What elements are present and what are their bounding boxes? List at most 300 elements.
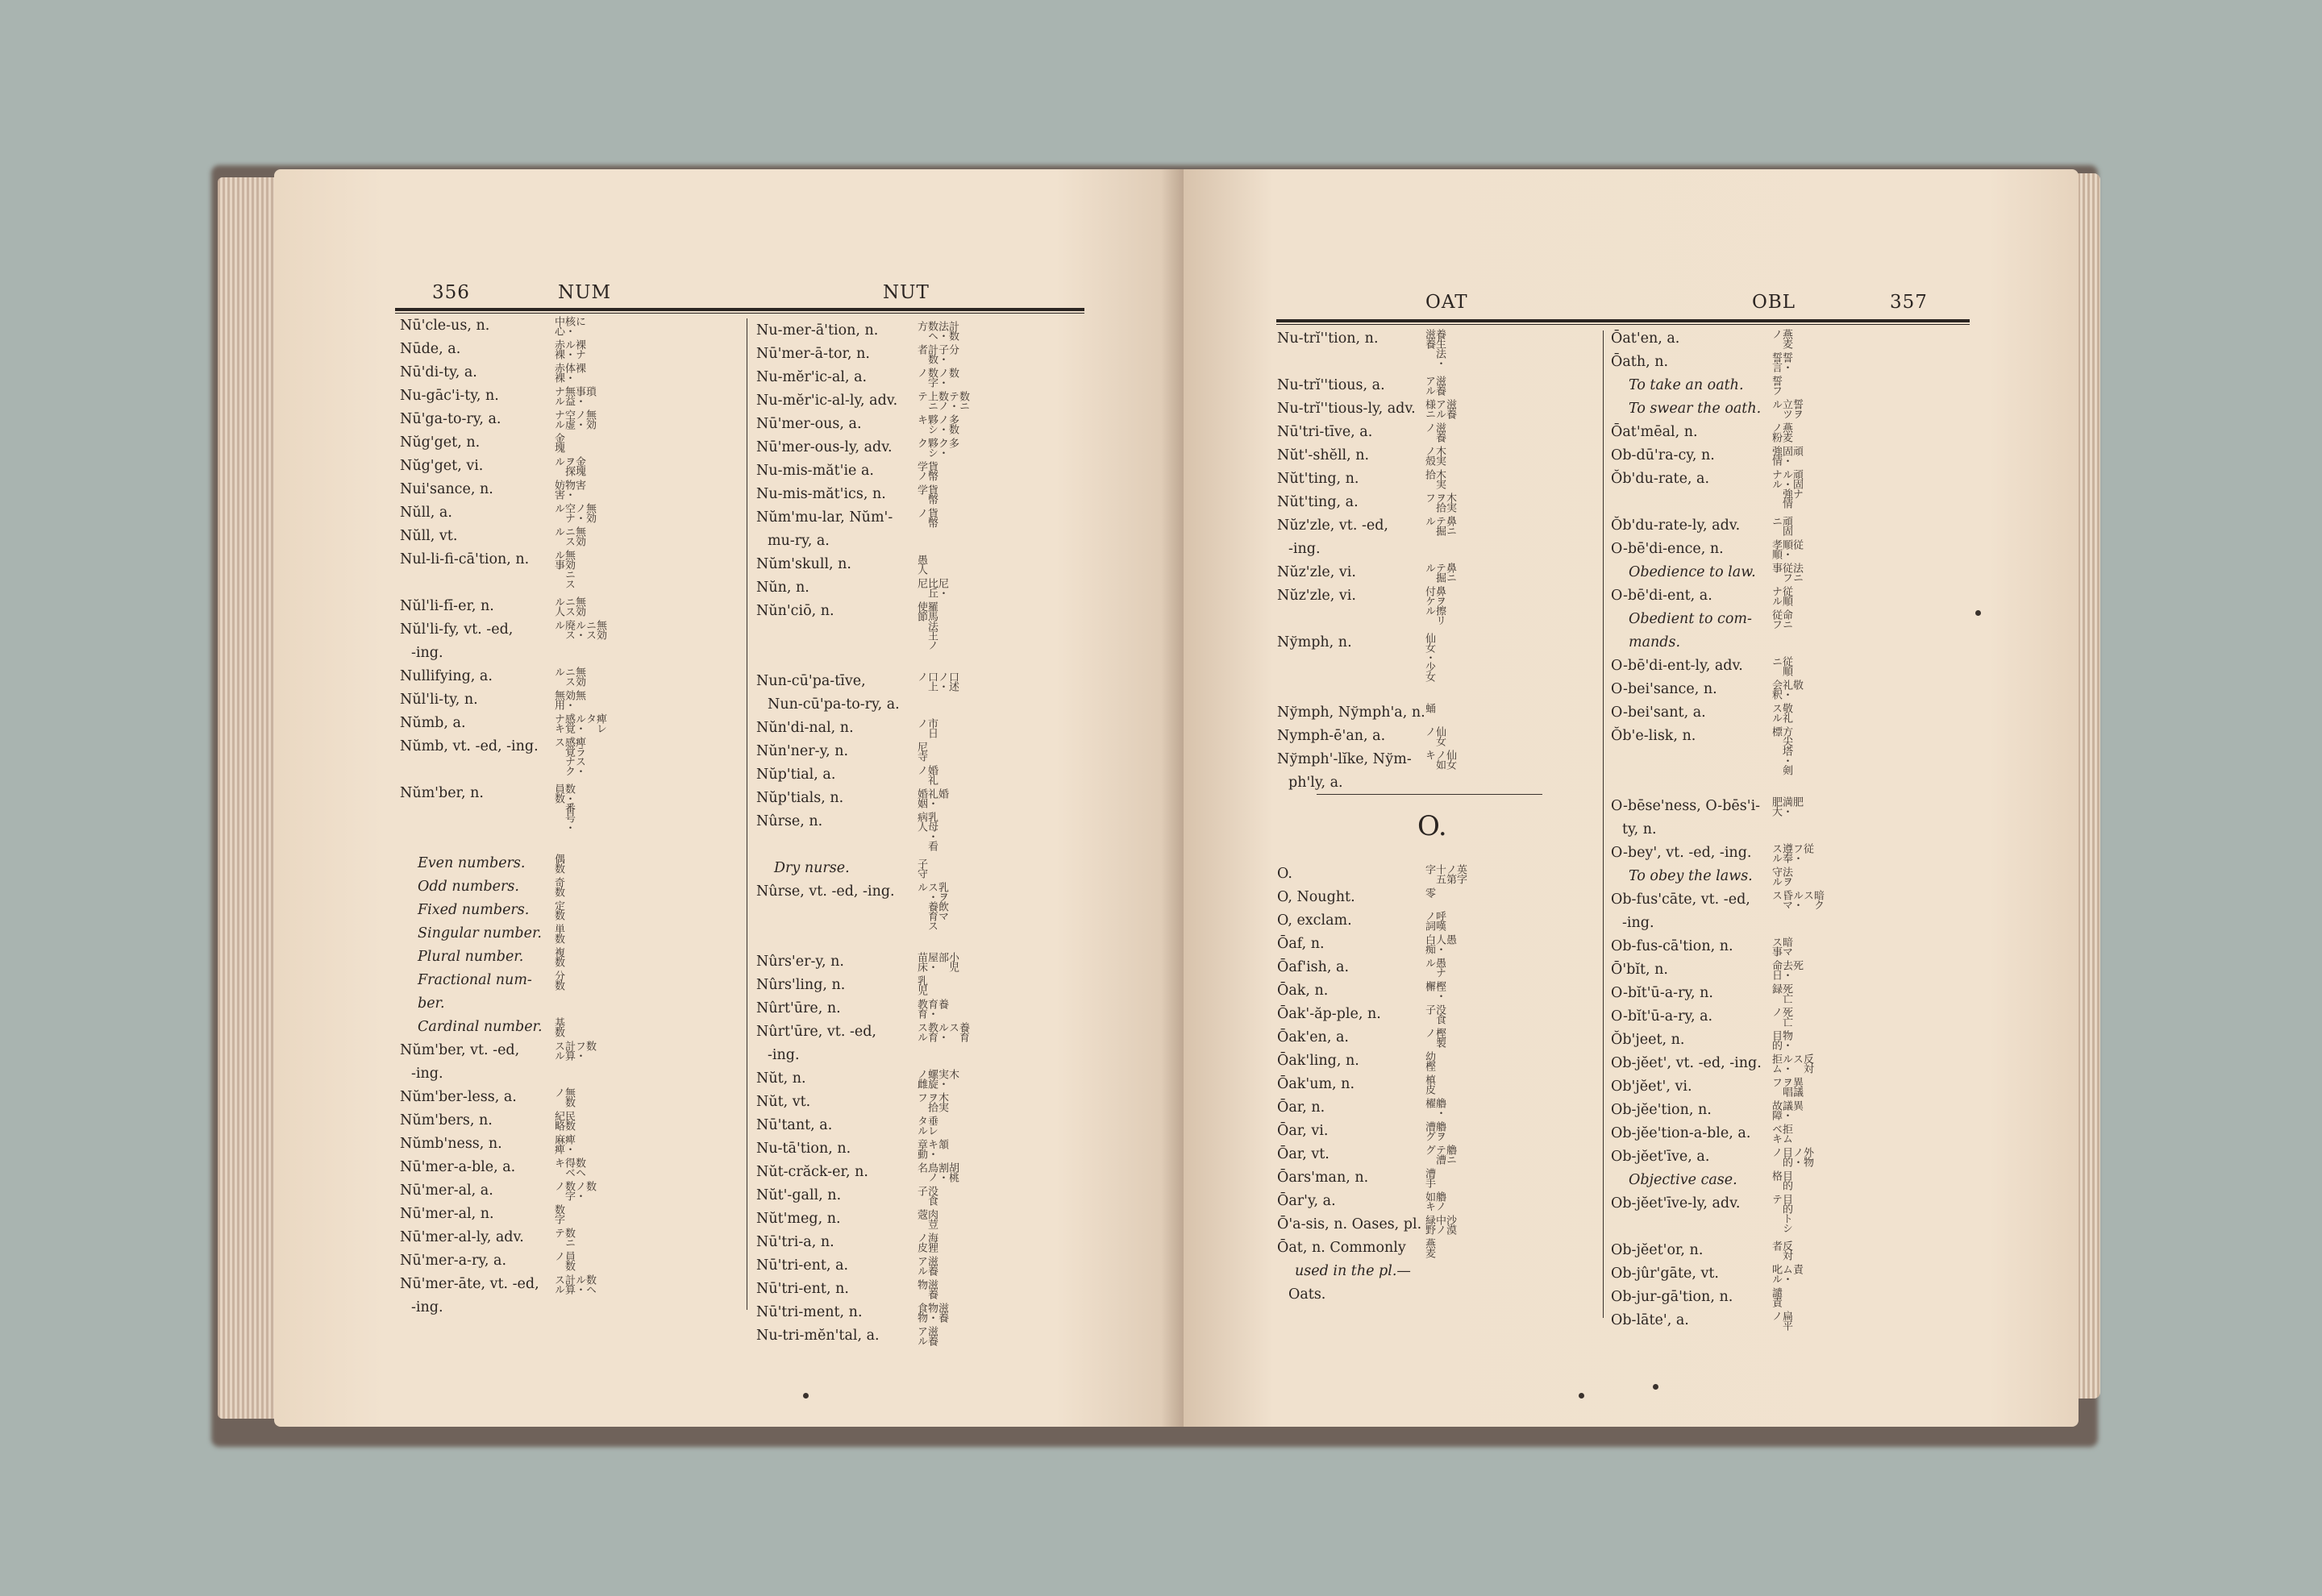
japanese-definition: 愚人: [915, 555, 927, 574]
headword: Nū'mer-al, a.: [400, 1182, 493, 1199]
japanese-definition: 滋養アル: [915, 1326, 938, 1345]
headword: Nū'tant, a.: [756, 1117, 833, 1133]
japanese-definition: 小児部屋・苗床: [915, 952, 959, 971]
japanese-definition: 滋養物: [915, 1279, 938, 1299]
headword: Nū'mer-a-ble, a.: [400, 1159, 516, 1175]
dictionary-entry: [400, 314, 739, 338]
japanese-definition: 法ヲ守ル: [1770, 867, 1792, 886]
headword: Ōak'um, n.: [1277, 1076, 1355, 1092]
japanese-definition: 物・目的: [1770, 1030, 1792, 1049]
headword: Nûrt'ūre, n.: [756, 1000, 841, 1016]
japanese-definition: 死亡ノ: [1770, 1007, 1792, 1026]
dictionary-entry: [400, 1203, 739, 1226]
headword: Nŭm'ber, vt. -ed,: [400, 1042, 520, 1058]
dictionary-entry: [1611, 1122, 1966, 1145]
headword: Ōar, vi.: [1277, 1123, 1329, 1139]
headword: Ōar, n.: [1277, 1099, 1325, 1116]
dictionary-entry: [756, 857, 1095, 880]
dictionary-entry: [400, 338, 739, 361]
dictionary-entry: [756, 974, 1095, 997]
headword: Dry nurse.: [774, 860, 850, 876]
dictionary-entry: [1611, 888, 1966, 912]
headword: Nymph-ē'an, a.: [1277, 728, 1386, 744]
dictionary-entry: [1277, 421, 1600, 444]
headword: Nŭp'tials, n.: [756, 790, 844, 806]
dictionary-entry: [1277, 701, 1600, 725]
headword: Nu-trĭ''tious, a.: [1277, 377, 1385, 393]
japanese-definition: 数ヘ得ベキ: [552, 1158, 585, 1177]
dictionary-entry: [1277, 1026, 1600, 1049]
dictionary-entry: [400, 384, 739, 408]
headword: Nўmph'-lĭke, Nўm-: [1277, 751, 1412, 767]
dictionary-entry: [1277, 725, 1600, 748]
dictionary-entry: [400, 1109, 739, 1133]
dictionary-entry: [1611, 1145, 1966, 1169]
headword: Nŭl'li-fī-er, n.: [400, 598, 494, 614]
japanese-definition: 頑固ニ: [1770, 516, 1792, 535]
headword: Nŭll, a.: [400, 505, 452, 521]
headword: Ō'bĭt, n.: [1611, 962, 1668, 978]
headword: Ŏb'e-lisk, n.: [1611, 728, 1696, 744]
dictionary-entry: [756, 1114, 1095, 1137]
headword: Nū'mer-āte, vt. -ed,: [400, 1276, 539, 1292]
dictionary-entry: [756, 343, 1095, 366]
headword: Nŭg'get, vi.: [400, 458, 484, 474]
headword: O-bĭt'ū-a-ry, a.: [1611, 1008, 1713, 1025]
dictionary-entry: [400, 1226, 739, 1249]
headword: Nŭt'ting, a.: [1277, 494, 1359, 510]
japanese-definition: 鼻ヲ擦リ付ケル: [1423, 586, 1446, 625]
headword: O-bey', vt. -ed, -ing.: [1611, 845, 1752, 861]
headword: Nu-trĭ''tious-ly, adv.: [1277, 401, 1416, 417]
dictionary-entry: [1611, 584, 1966, 608]
column-divider-right: [1603, 330, 1604, 1318]
dictionary-entry: [1611, 655, 1966, 678]
dictionary-entry: [1611, 678, 1966, 701]
japanese-definition: 鼻ニテ掘ル: [1423, 516, 1456, 535]
headword: Nū'mer-ā-tor, n.: [756, 346, 870, 362]
headword: Ob-jĕe'tion-a-ble, a.: [1611, 1125, 1751, 1141]
japanese-definition: 基数: [552, 1017, 564, 1037]
headword: O-bē'di-ent-ly, adv.: [1611, 658, 1743, 674]
headword: Nŭm'ber, n.: [400, 785, 484, 801]
headword: Nū'tri-tīve, a.: [1277, 424, 1373, 440]
dictionary-entry: [1611, 421, 1966, 444]
headword: Nu-mis-măt'ics, n.: [756, 486, 886, 502]
section-rule: [1317, 794, 1542, 795]
japanese-definition: 貨幣学ノ: [915, 461, 938, 480]
headword: ty, n.: [1622, 821, 1657, 837]
headword: Nŭz'zle, vi.: [1277, 588, 1356, 604]
dictionary-entry: [1277, 584, 1600, 631]
japanese-definition: 口述ノ・口上ノ: [915, 671, 959, 691]
dictionary-entry: [756, 1278, 1095, 1301]
headword: Nun-cū'pa-tīve,: [756, 673, 866, 689]
left-column-1: [400, 314, 739, 1320]
dictionary-entry: [1611, 842, 1966, 865]
headword: Nū'mer-ous, a.: [756, 416, 862, 432]
headword: Nu-gāc'i-ty, n.: [400, 388, 499, 404]
dictionary-entry: [1277, 1283, 1600, 1307]
japanese-definition: 分子・計数者: [915, 344, 959, 364]
headword: Ōat'en, a.: [1611, 330, 1680, 347]
japanese-definition: 貨幣学: [915, 484, 938, 504]
dictionary-entry: [400, 595, 739, 618]
dictionary-entry: [400, 1062, 739, 1086]
guide-word-first-left: NUM: [558, 282, 612, 303]
dictionary-entry: [756, 1231, 1095, 1254]
dictionary-entry: [1277, 956, 1600, 979]
page-number-left: 356: [432, 282, 470, 303]
dictionary-entry: [756, 787, 1095, 810]
right-column-2: [1611, 327, 1966, 1332]
japanese-definition: 拒ムベキ: [1770, 1124, 1792, 1143]
japanese-definition: 尼・比丘尼: [915, 578, 948, 597]
japanese-definition: 海狸ノ皮: [915, 1232, 938, 1252]
headword: Nŭm'ber-less, a.: [400, 1089, 517, 1105]
headword: Ŏb'du-rate-ly, adv.: [1611, 517, 1741, 534]
japanese-definition: 無効ニスル人: [552, 596, 585, 616]
dictionary-entry: [1611, 327, 1966, 351]
japanese-definition: 従フ・遵奉スル: [1770, 843, 1813, 862]
headword: Plural number.: [418, 949, 524, 965]
print-speck: [1579, 1393, 1584, 1399]
header-rule-right: [1276, 319, 1970, 325]
japanese-definition: 従順ニ: [1770, 656, 1792, 675]
dictionary-entry: [1611, 397, 1966, 421]
japanese-definition: 無効・無用: [552, 690, 585, 709]
dictionary-entry: [756, 1091, 1095, 1114]
headword: Singular number.: [418, 925, 542, 941]
japanese-definition: 数ニテ・数ノ上ニテ: [915, 391, 969, 410]
headword: Nŭn'ciō, n.: [756, 603, 834, 619]
japanese-definition: 数ヘル・計算スル: [552, 1274, 596, 1294]
headword: Nu-mĕr'ic-al-ly, adv.: [756, 393, 898, 409]
dictionary-entry: [1611, 725, 1966, 795]
headword: Nu-tri-mĕn'tal, a.: [756, 1328, 880, 1344]
dictionary-entry: [400, 501, 739, 525]
headword: Nŭmb, a.: [400, 715, 466, 731]
dictionary-entry: [756, 880, 1095, 950]
headword: Ōaf'ish, a.: [1277, 959, 1350, 975]
headword: -ing.: [768, 1047, 800, 1063]
japanese-definition: 仙女ノ如キ: [1423, 750, 1456, 769]
headword: Nŭt, vt.: [756, 1094, 811, 1110]
japanese-definition: 艪ノ如キ: [1423, 1191, 1446, 1211]
headword: Nŭl'li-fy, vt. -ed,: [400, 621, 514, 638]
japanese-definition: 誓フ: [1770, 376, 1782, 395]
japanese-definition: 痺ラス・感覚ナクス: [552, 737, 585, 775]
japanese-definition: 無効ニスル: [552, 667, 585, 686]
headword: Nū'tri-ent, a.: [756, 1257, 849, 1274]
japanese-definition: 滋養アル: [1423, 376, 1446, 395]
japanese-definition: 滋養アル様ニ: [1423, 399, 1456, 418]
japanese-definition: 数ノ・数字ノ: [915, 368, 959, 387]
dictionary-entry: [756, 319, 1095, 343]
page-edges-left: [218, 177, 282, 1419]
japanese-definition: 死去・命日: [1770, 960, 1803, 979]
headword: Cardinal number.: [418, 1019, 543, 1035]
japanese-definition: 頑固ナル・強情ナル: [1770, 469, 1803, 508]
dictionary-entry: [1277, 979, 1600, 1003]
dictionary-entry: [1277, 397, 1600, 421]
dictionary-entry: [756, 1020, 1095, 1044]
japanese-definition: 員数ノ: [552, 1251, 575, 1270]
dictionary-entry: [1611, 514, 1966, 538]
japanese-definition: 扁平ノ: [1770, 1311, 1792, 1330]
japanese-definition: 滋養アル: [915, 1256, 938, 1275]
dictionary-entry: [1277, 909, 1600, 933]
dictionary-entry: [1611, 865, 1966, 888]
headword: Nun-cū'pa-to-ry, a.: [768, 696, 900, 713]
dictionary-entry: [1277, 1236, 1600, 1260]
japanese-definition: 目的トシテ: [1770, 1194, 1792, 1232]
dictionary-entry: [1277, 631, 1600, 701]
dictionary-entry: [756, 950, 1095, 974]
dictionary-entry: [756, 1044, 1095, 1067]
headword: Nu-mer-ā'tion, n.: [756, 322, 879, 339]
dictionary-entry: [756, 600, 1095, 670]
dictionary-entry: [1611, 608, 1966, 631]
japanese-definition: 愚人・白痴: [1423, 934, 1456, 954]
japanese-definition: 分数: [552, 970, 564, 990]
headword: Nui'sance, n.: [400, 481, 493, 497]
dictionary-entry: [400, 712, 739, 735]
japanese-definition: 計数法・数ヘ方: [915, 321, 959, 340]
japanese-definition: 婚礼ノ: [915, 765, 938, 784]
headword: Ōat'mēal, n.: [1611, 424, 1698, 440]
right-column-1-o-section: [1277, 862, 1600, 1307]
japanese-definition: 無数ノ: [552, 1087, 575, 1107]
headword: Nŭt'-gall, n.: [756, 1187, 842, 1203]
dictionary-entry: [756, 459, 1095, 483]
japanese-definition: 単数: [552, 924, 564, 943]
dictionary-entry: [756, 1324, 1095, 1348]
japanese-definition: 市日ノ: [915, 718, 938, 738]
japanese-definition: 数ニテ: [552, 1228, 575, 1247]
japanese-definition: 数フ・計算スル: [552, 1041, 596, 1060]
dictionary-entry: [1611, 1262, 1966, 1286]
dictionary-entry: [1611, 444, 1966, 468]
japanese-definition: 呼嘆ノ詞: [1423, 911, 1446, 930]
headword: Nū'tri-ent, n.: [756, 1281, 849, 1297]
headword: Ō'a-sis, n. Oases, pl.: [1277, 1216, 1422, 1232]
japanese-definition: 木実拾: [1423, 469, 1446, 488]
dictionary-entry: [400, 548, 739, 595]
headword: Nū'tri-ment, n.: [756, 1304, 863, 1320]
dictionary-entry: [400, 618, 739, 642]
japanese-definition: 数ノ・数字ノ: [552, 1181, 596, 1200]
japanese-definition: 頷キ・章動: [915, 1139, 948, 1158]
headword: Nŭn, n.: [756, 580, 809, 596]
dictionary-entry: [1277, 933, 1600, 956]
dictionary-entry: [1277, 1213, 1600, 1236]
japanese-definition: 目的格: [1770, 1170, 1792, 1190]
japanese-definition: 外物ノ・目的ノ: [1770, 1147, 1813, 1166]
japanese-definition: 頑固・強情: [1770, 446, 1803, 465]
dictionary-entry: [400, 922, 739, 946]
dictionary-entry: [756, 1067, 1095, 1091]
dictionary-entry: [756, 1137, 1095, 1161]
dictionary-entry: [400, 408, 739, 431]
page-number-right: 357: [1890, 292, 1928, 313]
dictionary-entry: [1611, 351, 1966, 374]
dictionary-entry: [1277, 327, 1600, 374]
japanese-definition: 敬礼・会釈: [1770, 680, 1803, 699]
dictionary-entry: [1277, 514, 1600, 538]
japanese-definition: 数字: [552, 1204, 564, 1224]
headword: Nu-trĭ''tion, n.: [1277, 330, 1379, 347]
japanese-definition: 滋養ノ: [1423, 422, 1446, 442]
headword: Fractional num-: [418, 972, 532, 988]
headword: Ob-jĕet', vt. -ed, -ing.: [1611, 1055, 1762, 1071]
japanese-definition: に核・中心: [552, 316, 585, 335]
japanese-definition: 没食子: [1423, 1004, 1446, 1024]
headword: Nŭm'skull, n.: [756, 556, 851, 572]
japanese-definition: 貨幣ノ: [915, 508, 938, 527]
dictionary-entry: [1277, 886, 1600, 909]
japanese-definition: 反対スル・拒ム: [1770, 1054, 1813, 1073]
dictionary-entry: [1611, 818, 1966, 842]
print-speck: [1975, 610, 1981, 616]
dictionary-entry: [1611, 1029, 1966, 1052]
headword: Nū'mer-ous-ly, adv.: [756, 439, 893, 455]
japanese-definition: 燕麦ノ粉: [1770, 422, 1792, 442]
japanese-definition: 羅馬法王ノ使節: [915, 601, 938, 650]
dictionary-entry: [756, 483, 1095, 506]
japanese-definition: 燕麦: [1423, 1238, 1435, 1257]
japanese-definition: 定数: [552, 900, 564, 920]
headword: Nŭt-crăck-er, n.: [756, 1164, 868, 1180]
headword: O-bē'di-ent, a.: [1611, 588, 1712, 604]
headword: Nŭm'mu-lar, Nŭm'-: [756, 509, 893, 526]
japanese-definition: 反対者: [1770, 1241, 1792, 1260]
japanese-definition: 無効ニスル事: [552, 550, 575, 588]
japanese-definition: 無効ニスル: [552, 526, 585, 546]
dictionary-entry: [1277, 1003, 1600, 1026]
japanese-definition: 零: [1423, 887, 1435, 897]
dictionary-entry: [1611, 1052, 1966, 1075]
dictionary-entry: [1611, 935, 1966, 958]
japanese-definition: 木実ヲ拾フ: [915, 1092, 948, 1112]
japanese-definition: 方尖塔・剣標: [1770, 726, 1792, 775]
japanese-definition: 無効ノ・空ナル: [552, 503, 596, 522]
japanese-definition: 養生法・滋養: [1423, 329, 1446, 368]
dictionary-entry: [756, 436, 1095, 459]
japanese-definition: 艪ヲ漕グ: [1423, 1121, 1446, 1141]
japanese-definition: 偶数: [552, 854, 564, 873]
dictionary-entry: [756, 1161, 1095, 1184]
dictionary-entry: [756, 413, 1095, 436]
dictionary-entry: [756, 997, 1095, 1020]
headword: Ob-jĕet'īve, a.: [1611, 1149, 1710, 1165]
japanese-definition: 命ニ従フ: [1770, 609, 1792, 629]
japanese-definition: 養育・教育: [915, 999, 948, 1018]
headword: Nŭt'meg, n.: [756, 1211, 841, 1227]
japanese-definition: 従順ナル: [1770, 586, 1792, 605]
headword: Ob-dū'ra-cy, n.: [1611, 447, 1715, 463]
headword: Ob-fus-cā'tion, n.: [1611, 938, 1733, 954]
dictionary-entry: [400, 1016, 739, 1039]
headword: O-bē'di-ence, n.: [1611, 541, 1724, 557]
right-page: [1184, 169, 2079, 1427]
dictionary-entry: [1277, 561, 1600, 584]
headword: Ob-jĕet'īve-ly, adv.: [1611, 1195, 1741, 1212]
japanese-definition: 誓・誓言: [1770, 352, 1792, 372]
headword: O-bei'sance, n.: [1611, 681, 1717, 697]
japanese-definition: 無効ニスル・廃スル: [552, 620, 606, 639]
headword: Ōak'ling, n.: [1277, 1053, 1359, 1069]
headword: Nûrs'er-y, n.: [756, 954, 844, 970]
japanese-definition: 裸ナル・赤裸: [552, 339, 585, 359]
dictionary-entry: [400, 1156, 739, 1179]
headword: Nū'mer-al, n.: [400, 1206, 494, 1222]
headword: Nûrse, vt. -ed, -ing.: [756, 883, 895, 900]
dictionary-entry: [1611, 1286, 1966, 1309]
headword: Nŭn'di-nal, n.: [756, 720, 854, 736]
japanese-definition: 譴責: [1770, 1287, 1782, 1307]
dictionary-entry: [400, 1039, 739, 1062]
headword: Nўmph, n.: [1277, 634, 1352, 650]
dictionary-entry: [1611, 538, 1966, 561]
dictionary-entry: [1611, 982, 1966, 1005]
japanese-definition: 乳ヲ飲マス・養育スル: [915, 882, 948, 930]
dictionary-entry: [756, 717, 1095, 740]
japanese-definition: 敬礼スル: [1770, 703, 1792, 722]
headword: O-bēse'ness, O-bēs'i-: [1611, 798, 1761, 814]
dictionary-entry: [400, 782, 739, 852]
headword: O, exclam.: [1277, 912, 1352, 929]
headword: Obedient to com-: [1629, 611, 1752, 627]
headword: -ing.: [411, 1299, 443, 1315]
japanese-definition: 死亡録: [1770, 983, 1792, 1003]
headword: Ŏb'du-rate, a.: [1611, 471, 1710, 487]
dictionary-entry: [400, 1249, 739, 1273]
dictionary-entry: [400, 735, 739, 782]
dictionary-entry: [400, 1179, 739, 1203]
japanese-definition: 艪ニテ漕グ: [1423, 1145, 1456, 1164]
print-speck: [803, 1393, 809, 1399]
headword: Nŭll, vt.: [400, 528, 458, 544]
japanese-definition: 害物・妨害: [552, 480, 585, 499]
japanese-definition: 木実ヲ拾フ: [1423, 493, 1456, 512]
dictionary-entry: [756, 763, 1095, 787]
left-page: [274, 169, 1184, 1427]
headword: Ōars'man, n.: [1277, 1170, 1369, 1186]
headword: Nŭmb, vt. -ed, -ing.: [400, 738, 539, 754]
japanese-definition: 垂レタル: [915, 1116, 938, 1135]
dictionary-entry: [1277, 1143, 1600, 1166]
headword: Ōat, n. Commonly: [1277, 1240, 1406, 1256]
headword: O-bĭt'ū-a-ry, n.: [1611, 985, 1713, 1001]
japanese-definition: 奇数: [552, 877, 564, 896]
japanese-definition: 蛹: [1423, 703, 1435, 713]
dictionary-entry: [1611, 1309, 1966, 1332]
headword: Nu-mĕr'ic-al, a.: [756, 369, 868, 385]
dictionary-entry: [1611, 468, 1966, 514]
japanese-definition: 責ム・叱ル: [1770, 1264, 1803, 1283]
dictionary-entry: [756, 530, 1095, 553]
japanese-definition: 痺・麻痺: [552, 1134, 575, 1153]
japanese-definition: 多ク・夥シク: [915, 438, 959, 457]
left-column-2: [756, 319, 1095, 1348]
dictionary-entry: [756, 553, 1095, 576]
headword: Fixed numbers.: [418, 902, 530, 918]
headword: Nŭg'get, n.: [400, 434, 481, 451]
headword: Ob-lāte', a.: [1611, 1312, 1689, 1328]
dictionary-entry: [400, 1273, 739, 1296]
dictionary-entry: [1277, 771, 1600, 795]
